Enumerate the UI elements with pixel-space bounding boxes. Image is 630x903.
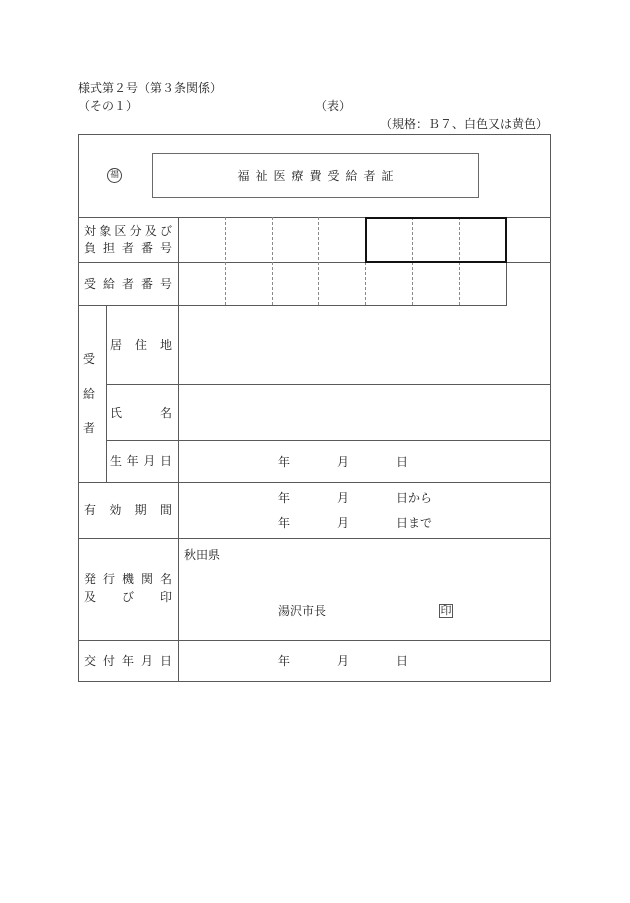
form-spec-label: （規格：Ｂ７、白色又は黄色） [379, 117, 548, 131]
divider [106, 440, 551, 441]
issuer-prefecture: 秋田県 [184, 548, 221, 562]
birthdate-day-unit: 日 [396, 455, 409, 469]
name-label: 氏 名 [110, 406, 172, 420]
welfare-mark-icon: 福 [107, 168, 122, 183]
recipient-group-label-char: 給 [83, 387, 96, 401]
birthdate-month-unit: 月 [337, 455, 350, 469]
valid-from-month-unit: 月 [337, 491, 350, 505]
form-number-heading: 様式第２号（第３条関係） [78, 81, 223, 95]
burden-number-digit-cell [367, 219, 412, 261]
target-category-digit-cell [179, 218, 225, 262]
divider [78, 305, 507, 306]
target-category-digit-cell [319, 218, 365, 262]
recipient-group-label-char: 者 [83, 421, 96, 435]
issue-date-year-unit: 年 [278, 654, 291, 668]
target-category-label-line2: 負 担 者 番 号 [84, 241, 172, 255]
divider [106, 384, 551, 385]
address-label: 居 住 地 [110, 338, 172, 352]
recipient-number-digit-cell [460, 263, 506, 305]
valid-from-day-unit: 日から [396, 491, 433, 505]
card-title: 福祉医療費受給者証 [237, 169, 400, 183]
recipient-number-digit-cell [273, 263, 318, 305]
recipient-number-digit-cell [179, 263, 225, 305]
target-category-digit-cell [273, 218, 318, 262]
valid-to-day-unit: 日まで [396, 516, 433, 530]
target-category-digit-cell [226, 218, 272, 262]
issuer-label-line1: 発 行 機 関 名 [84, 572, 172, 586]
recipient-group-label-char: 受 [83, 352, 96, 366]
divider [78, 482, 551, 483]
recipient-group-divider [106, 305, 107, 482]
target-category-label-line1: 対 象 区 分 及 び [84, 224, 172, 238]
issue-date-day-unit: 日 [396, 654, 409, 668]
form-side-label: （表） [315, 99, 352, 113]
valid-to-month-unit: 月 [337, 516, 350, 530]
birthdate-year-unit: 年 [278, 455, 291, 469]
issuer-label-line2: 及 び 印 [84, 590, 172, 604]
recipient-number-label: 受 給 者 番 号 [84, 277, 172, 291]
issuer-name: 湯沢市長 [278, 604, 327, 618]
birthdate-label: 生 年 月 日 [110, 454, 172, 468]
burden-number-digit-cell [460, 219, 505, 261]
form-part-label: （その１） [78, 99, 139, 113]
card-title-box [152, 153, 479, 198]
number-grid-end [506, 262, 507, 305]
divider [78, 640, 551, 641]
valid-period-label: 有 効 期 間 [84, 503, 172, 517]
valid-from-year-unit: 年 [278, 491, 291, 505]
recipient-number-digit-cell [366, 263, 412, 305]
valid-to-year-unit: 年 [278, 516, 291, 530]
recipient-number-digit-cell [226, 263, 272, 305]
divider [78, 538, 551, 539]
seal-mark-icon: 印 [440, 604, 452, 617]
recipient-number-digit-cell [413, 263, 459, 305]
burden-number-digit-cell [413, 219, 459, 261]
issue-date-month-unit: 月 [337, 654, 350, 668]
recipient-number-digit-cell [319, 263, 365, 305]
issue-date-label: 交 付 年 月 日 [84, 654, 172, 668]
